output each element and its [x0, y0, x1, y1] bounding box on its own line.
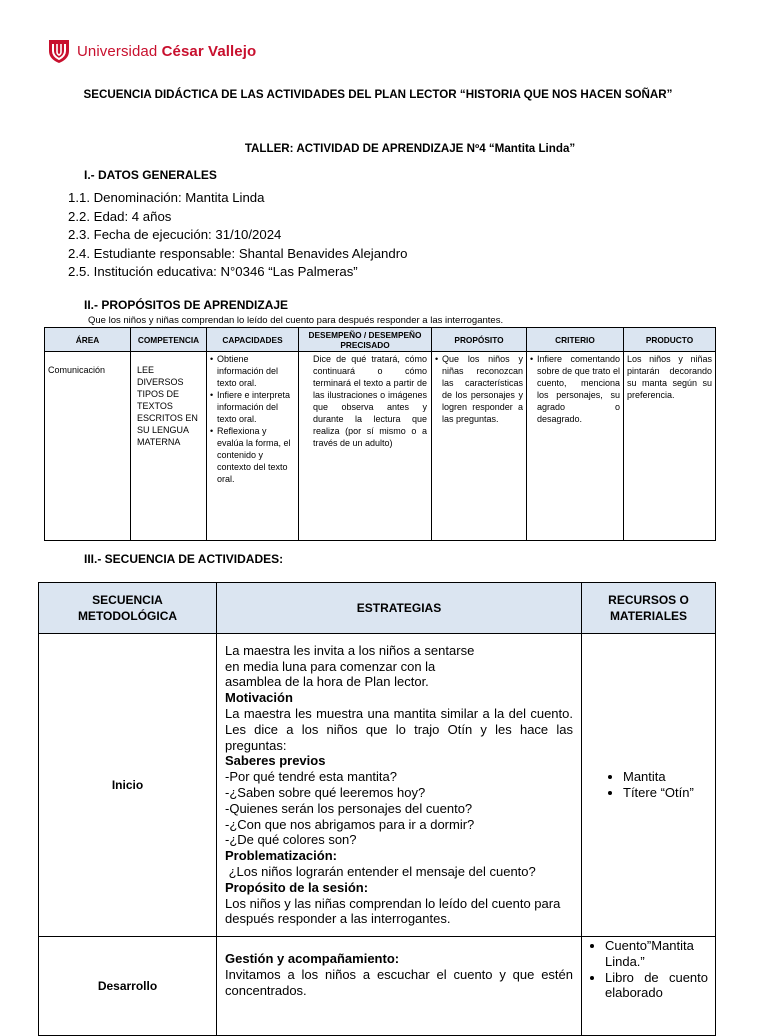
cell-desempeno: Dice de qué tratará, cómo continuará o cómo terminará el texto a partir de las ilustraciones o imágenes que observa antes y durante la lectura que realiza (por sí mismo o a través de un adulto) [299, 352, 432, 541]
list-item: 1.1. Denominación: Mantita Linda [68, 190, 265, 205]
cell-criterio: • Infiere comentando sobre de que trato el cuento, menciona los personajes, su agrado o desagrado. [527, 352, 624, 541]
university-name: Universidad César Vallejo [77, 42, 257, 60]
saberes-title: Saberes previos [225, 753, 326, 769]
list-item: • Infiere e interpreta información del texto oral. [210, 389, 295, 425]
university-logo [48, 38, 256, 64]
header-recursos: RECURSOS O MATERIALES [582, 583, 716, 634]
workshop-title: TALLER: ACTIVIDAD DE APRENDIZAJE Nº4 “Mantita Linda” [244, 142, 576, 155]
phase-inicio: Inicio [39, 634, 217, 937]
header-desempeno: DESEMPEÑO / DESEMPEÑO PRECISADO [299, 328, 432, 352]
propositos-table [44, 327, 716, 541]
strategies-inicio: La maestra les invita a los niños a sentarse en media luna para comenzar con la asamblea de la hora de Plan lector. Motivación La maestra les muestra una mantita similar a la del cuento. Les dice a los niños que lo trajo Otín y les hace las preguntas: Saberes previos -Por qué tendré esta mantita? -¿Saben sobre qué leeremos hoy? -Quienes serán los personajes del cuento? -¿Con que nos abrigamos para ir a dormir? -¿De qué colores son? Problematización: ¿Los niños lograrán entender el mensaje del cuento? Propósito de la sesión: Los niños y las niñas comprendan lo leído del cuento para después responder a las interrogantes. [217, 634, 582, 937]
propositos-subtitle: Que los niños y niñas comprendan lo leído del cuento para después responder a las interrogantes. [88, 315, 504, 326]
header-secuencia: SECUENCIA METODOLÓGICA [39, 583, 217, 634]
strategies-desarrollo: Gestión y acompañamiento: Invitamos a los niños a escuchar el cuento y que estén concentrados. [217, 937, 582, 1036]
header-competencia: COMPETENCIA [131, 328, 207, 352]
list-item: • Títere “Otín” [623, 785, 714, 801]
problematizacion-title: Problematización: [225, 848, 337, 864]
cell-area: Comunicación [45, 352, 131, 541]
secuencia-table [38, 582, 716, 1036]
table-row [39, 937, 716, 1036]
resources-desarrollo [582, 937, 716, 1036]
gestion-title: Gestión y acompañamiento: [225, 951, 400, 966]
table-row [45, 352, 716, 541]
datos-generales-heading: I.- DATOS GENERALES [84, 168, 217, 182]
header-area: ÁREA [45, 328, 131, 352]
list-item: • Obtiene información del texto oral. [210, 353, 295, 389]
list-item: 2.4. Estudiante responsable: Shantal Benavides Alejandro [68, 245, 408, 261]
table-header-row [39, 583, 716, 634]
cell-competencia: LEE DIVERSOS TIPOS DE TEXTOS ESCRITOS EN SU LENGUA MATERNA [131, 352, 207, 541]
list-item: 2.5. Institución educativa: N°0346 “Las Palmeras” [68, 264, 358, 279]
table-header-row [45, 328, 716, 352]
resources-inicio [582, 634, 716, 937]
header-estrategias: ESTRATEGIAS [217, 583, 582, 634]
list-item: • Cuento”Mantita Linda.” [605, 938, 708, 970]
list-item: 2.3. Fecha de ejecución: 31/10/2024 [68, 227, 282, 242]
header-producto: PRODUCTO [624, 328, 716, 352]
header-proposito: PROPÓSITO [432, 328, 527, 352]
datos-generales-list [68, 189, 407, 282]
list-item: • Reflexiona y evalúa la forma, el contenido y contexto del texto oral. [210, 425, 295, 485]
list-item: 2.2. Edad: 4 años [68, 208, 172, 224]
cell-proposito: • Que los niños y niñas reconozcan las características de los personajes y logren responder a las preguntas. [432, 352, 527, 541]
cell-producto: Los niños y niñas pintarán decorando su manta según su preferencia. [624, 352, 716, 541]
motivacion-title: Motivación [225, 690, 293, 706]
propositos-heading: II.- PROPÓSITOS DE APRENDIZAJE [84, 298, 289, 312]
header-capacidades: CAPACIDADES [207, 328, 299, 352]
list-item: • Libro de cuento elaborado [605, 970, 708, 1002]
phase-desarrollo: Desarrollo [39, 937, 217, 1036]
cell-capacidades [207, 352, 299, 541]
header-criterio: CRITERIO [527, 328, 624, 352]
list-item: • Mantita [623, 769, 714, 785]
university-shield-icon [48, 38, 70, 64]
document-title: SECUENCIA DIDÁCTICA DE LAS ACTIVIDADES DEL PLAN LECTOR “HISTORIA QUE NOS HACEN SOÑAR” [83, 88, 673, 101]
secuencia-heading: III.- SECUENCIA DE ACTIVIDADES: [84, 552, 284, 566]
proposito-title: Propósito de la sesión: [225, 879, 369, 895]
table-row [39, 634, 716, 937]
